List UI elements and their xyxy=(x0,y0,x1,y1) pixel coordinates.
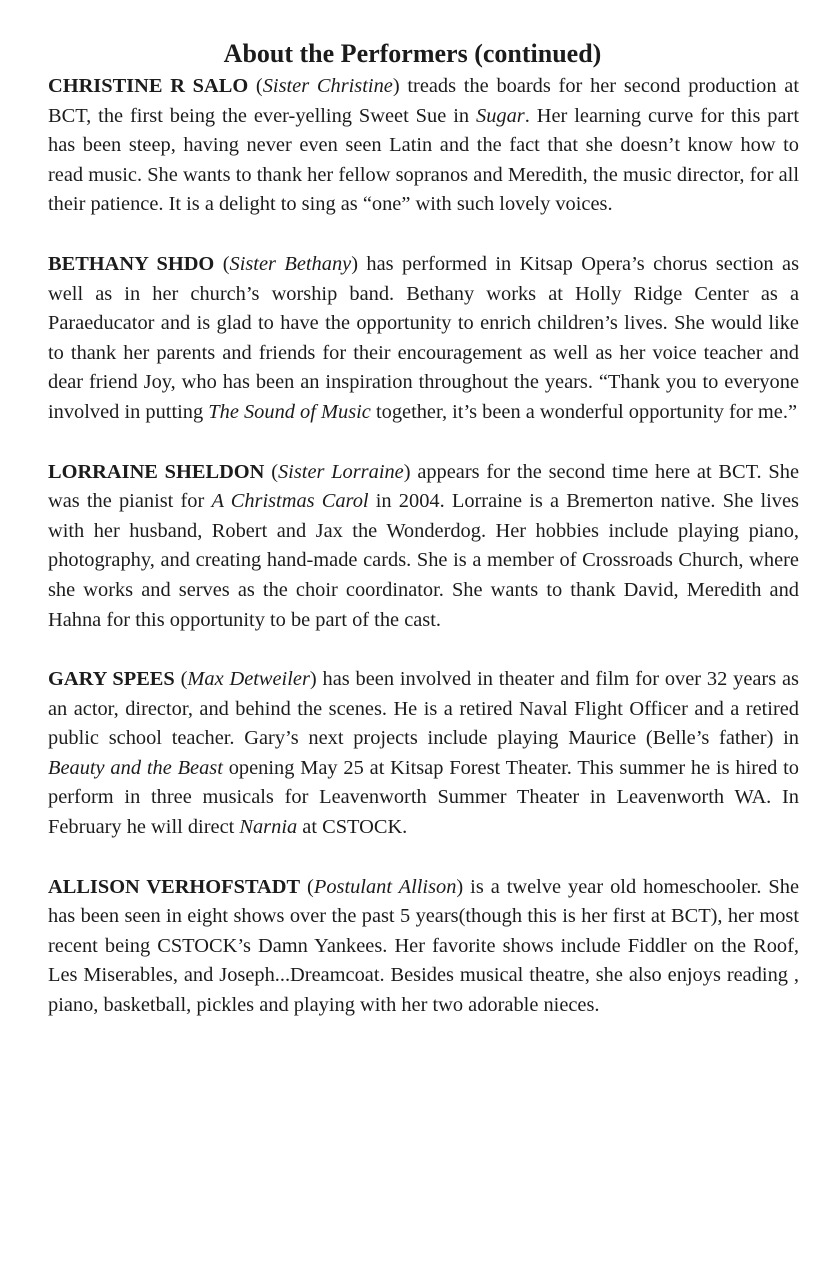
performer-role: Sister Bethany xyxy=(229,252,352,275)
bio-text: has performed in Kitsap Opera’s chorus section as well as in her church’s worship band. Bethany works at Holly Ridge Center as a Paraeducator and is glad to have the opportunity to enrich children’s lives. She would like to thank her parents and friends for their encouragement as well as her voice teacher and dear friend Joy, who has been an inspiration throughout the years. “Thank you to everyone involved in putting xyxy=(48,252,800,423)
performer-name: CHRISTINE R SALO xyxy=(48,75,249,97)
show-title: The Sound of Music xyxy=(208,400,371,423)
show-title: Sugar xyxy=(476,104,525,127)
bio-allison-verhofstadt: ALLISON VERHOFSTADT (Postulant Allison) is a twelve year old homeschooler. She has been seen in eight shows over the past 5 years(though this is her first at BCT), her most recent being CSTOCK’s Damn Yankees. Her favorite shows include Fiddler on the Roof, Les Miserables, and Joseph...Dreamcoat. Besides musical theatre, she also enjoys reading , piano, basketball, pickles and playing with her two adorable nieces. xyxy=(48,875,800,1017)
performer-name: LORRAINE SHELDON xyxy=(48,460,265,483)
bio-text: in 2004. Lorraine is a Bremerton native. She lives with her husband, Robert and Jax the Wonderdog. Her hobbies include playing piano, photography, and creating hand-made cards. She is a member of Crossroads Church, where she works and serves as the choir coordinator. She wants to thank David, Meredith and Hahna for this opportunity to be part of the cast. xyxy=(48,490,799,631)
page-title: About the Performers (continued) xyxy=(223,39,602,68)
performer-name: GARY SPEES xyxy=(48,668,175,691)
bio-text: has been involved in theater and film for over 32 years as an actor, director, and behind the scenes. He is a retired Naval Flight Officer and a retired public school teacher. Gary’s next projects include playing Maurice (Belle’s father) in xyxy=(48,668,799,750)
performer-role: Sister Christine xyxy=(262,75,393,97)
performer-role: Sister Lorraine xyxy=(277,460,404,483)
bio-text: at CSTOCK. xyxy=(297,816,408,839)
bio-text: together, it’s been a wonderful opportunity for me.” xyxy=(370,400,797,423)
show-title: Beauty and the Beast xyxy=(48,756,223,779)
bio-text: . Her learning curve for this part has been steep, having never even seen Latin and the fact that she doesn’t know how to read music. She wants to thank her fellow sopranos and Meredith, the music director, for all their patience. It is a delight to sing as “one” with such lovely voices. xyxy=(48,104,800,216)
bio-text: opening May 25 at Kitsap Forest Theater. This summer he is hired to perform in three musicals for Leavenworth Summer Theater in Leavenworth WA. In February he will direct xyxy=(48,756,800,839)
performer-name: BETHANY SHDO xyxy=(48,252,215,275)
bio-text: treads the boards for her second production at BCT, the first being the ever-yelling Sweet Sue in xyxy=(48,75,800,127)
bio-gary-spees: GARY SPEES (Max Detweiler) has been involved in theater and film for over 32 years as an actor, director, and behind the scenes. He is a retired Naval Flight Officer and a retired public school teacher. Gary’s next projects include playing Maurice (Belle’s father) in Beauty and the Beast opening May 25 at Kitsap Forest Theater. This summer he is hired to perform in three musicals for Leavenworth Summer Theater in Leavenworth WA. In February he will direct Narnia at CSTOCK. xyxy=(48,668,800,839)
bio-text: appears for the second time here at BCT. She was the pianist for xyxy=(48,460,800,513)
show-title: Narnia xyxy=(239,816,298,839)
bio-bethany-shdo: BETHANY SHDO (Sister Bethany) has performed in Kitsap Opera’s chorus section as well as in her church’s worship band. Bethany works at Holly Ridge Center as a Paraeducator and is glad to have the opportunity to enrich children’s lives. She would like to thank her parents and friends for their encouragement as well as her voice teacher and dear friend Joy, who has been an inspiration throughout the years. “Thank you to everyone involved in putting The Sound of Music together, it’s been a wonderful opportunity for me.” xyxy=(48,252,800,423)
performer-role: Postulant Allison xyxy=(313,875,457,898)
bio-lorraine-sheldon: LORRAINE SHELDON (Sister Lorraine) appears for the second time here at BCT. She was the pianist for A Christmas Carol in 2004. Lorraine is a Bremerton native. She lives with her husband, Robert and Jax the Wonderdog. Her hobbies include playing piano, photography, and creating hand-made cards. She is a member of Crossroads Church, where she works and serves as the choir coordinator. She wants to thank David, Meredith and Hahna for this opportunity to be part of the cast. xyxy=(48,460,800,631)
performer-role: Max Detweiler xyxy=(187,668,310,691)
bio-christine-salo: CHRISTINE R SALO (Sister Christine) treads the boards for her second production at BCT, the first being the ever-yelling Sweet Sue in Sugar. Her learning curve for this part has been steep, having never even seen Latin and the fact that she doesn’t know how to read music. She wants to thank her fellow sopranos and Meredith, the music director, for all their patience. It is a delight to sing as “one” with such lovely voices. xyxy=(48,75,800,216)
performer-name: ALLISON VERHOFSTADT xyxy=(48,875,301,898)
bio-text: is a twelve year old homeschooler. She has been seen in eight shows over the past 5 years(though this is her first at BCT), her most recent being CSTOCK’s Damn Yankees. Her favorite shows include Fiddler on the Roof, Les Miserables, and Joseph...Dreamcoat. Besides musical theatre, she also enjoys reading , piano, basketball, pickles and playing with her two adorable nieces. xyxy=(48,875,800,1017)
show-title: A Christmas Carol xyxy=(211,490,369,513)
